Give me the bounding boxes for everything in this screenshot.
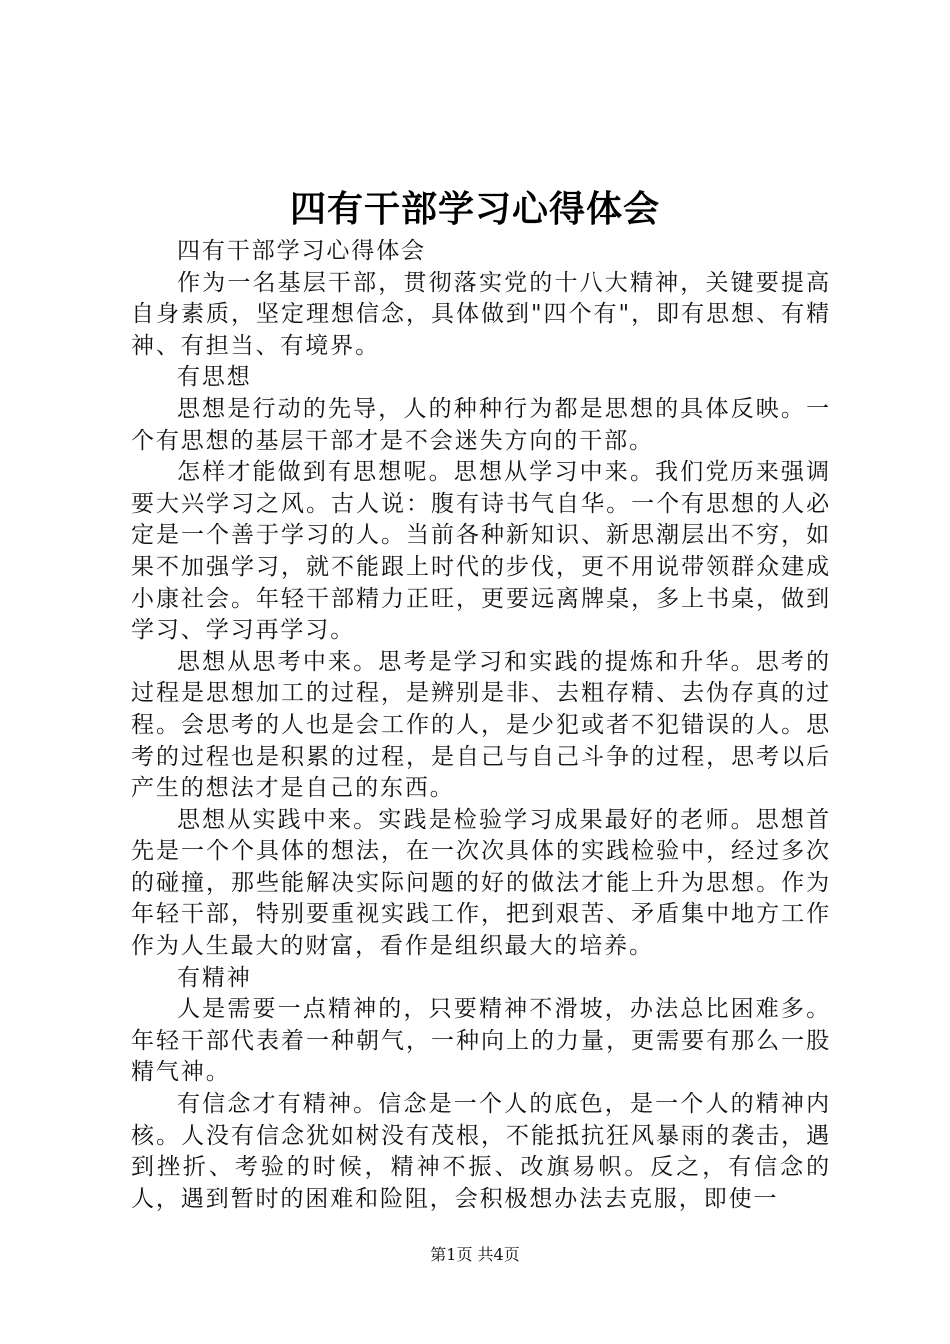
paragraph: 有信念才有精神。信念是一个人的底色，是一个人的精神内核。人没有信念犹如树没有茂根，不能抵抗狂风暴雨的袭击，遇到挫折、考验的时候，精神不振、改旗易帜。反之，有信念的人，遇到暂时的困难和险阻，会积极想办法去克服，即使一 <box>131 1091 831 1212</box>
paragraph: 思想从思考中来。思考是学习和实践的提炼和升华。思考的过程是思想加工的过程，是辨别是非、去粗存精、去伪存真的过程。会思考的人也是会工作的人，是少犯或者不犯错误的人。思考的过程也是积累的过程，是自己与自己斗争的过程，思考以后产生的想法才是自己的东西。 <box>131 648 831 802</box>
paragraph: 四有干部学习心得体会 <box>177 238 426 264</box>
section-heading: 有思想 <box>177 364 252 391</box>
page-number-footer: 第1页 共4页 <box>430 1245 520 1264</box>
paragraph: 人是需要一点精神的，只要精神不滑坡，办法总比困难多。年轻干部代表着一种朝气，一种向上的力量，更需要有那么一股精气神。 <box>131 996 831 1086</box>
document-title: 四有干部学习心得体会 <box>289 188 660 230</box>
paragraph: 思想从实践中来。实践是检验学习成果最好的老师。思想首先是一个个具体的想法，在一次次具体的实践检验中，经过多次的碰撞，那些能解决实际问题的好的做法才能上升为思想。作为年轻干部，特别要重视实践工作，把到艰苦、矛盾集中地方工作作为人生最大的财富，看作是组织最大的培养。 <box>131 806 831 960</box>
section-heading: 有精神 <box>177 964 252 991</box>
paragraph: 思想是行动的先导，人的种种行为都是思想的具体反映。一个有思想的基层干部才是不会迷失方向的干部。 <box>131 395 831 454</box>
document-body <box>131 236 831 1215</box>
paragraph: 作为一名基层干部，贯彻落实党的十八大精神，关键要提高自身素质，坚定理想信念，具体做到"四个有"，即有思想、有精神、有担当、有境界。 <box>131 269 831 359</box>
paragraph: 怎样才能做到有思想呢。思想从学习中来。我们党历来强调要大兴学习之风。古人说：腹有诗书气自华。一个有思想的人必定是一个善于学习的人。当前各种新知识、新思潮层出不穷，如果不加强学习，就不能跟上时代的步伐，更不用说带领群众建成小康社会。年轻干部精力正旺，更要远离牌桌，多上书桌，做到学习、学习再学习。 <box>131 459 831 644</box>
